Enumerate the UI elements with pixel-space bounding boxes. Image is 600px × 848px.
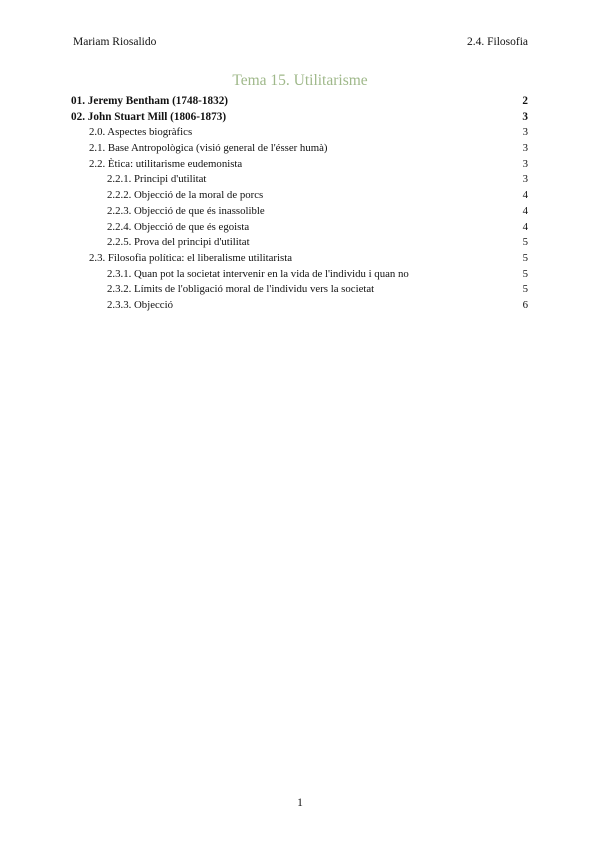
toc-entry-page-number: 4 (522, 220, 528, 233)
toc-entry[interactable] (71, 267, 528, 283)
toc-entry-label: 2.2. Ètica: utilitarisme eudemonista (89, 157, 243, 170)
toc-entry-label: 2.2.5. Prova del principi d'utilitat (107, 236, 250, 249)
toc-entry[interactable] (71, 282, 528, 298)
toc-entry-label: 2.3.1. Quan pot la societat intervenir en la vida de l'individu i quan no (107, 267, 409, 280)
toc-entry[interactable] (71, 204, 528, 220)
header-section: 2.4. Filosofia (466, 36, 528, 48)
toc-entry-page-number: 3 (522, 157, 528, 170)
toc-entry[interactable] (71, 172, 528, 188)
toc-entry-label: 2.2.4. Objecció de que és egoista (107, 220, 250, 233)
toc-entry-label: 2.0. Aspectes biogràfics (89, 126, 193, 139)
toc-entry-page-number: 5 (522, 283, 528, 296)
toc-entry-page-number: 5 (522, 236, 528, 249)
toc-entry-label: 2.2.3. Objecció de que és inassolible (107, 204, 265, 217)
toc-entry-page-number: 4 (522, 189, 528, 202)
toc-entry-page-number: 3 (522, 110, 528, 123)
toc-entry[interactable] (71, 220, 528, 236)
toc-entry-label: 2.2.2. Objecció de la moral de porcs (107, 189, 264, 202)
toc-entry[interactable] (71, 141, 528, 157)
toc-entry[interactable] (71, 157, 528, 173)
page-header (73, 36, 528, 50)
toc-entry[interactable] (71, 251, 528, 267)
toc-entry-label: 2.3.2. Límits de l'obligació moral de l'individu vers la societat (107, 283, 375, 296)
toc-entry-page-number: 3 (522, 173, 528, 186)
toc-entry-page-number: 5 (522, 251, 528, 264)
toc-entry-page-number: 3 (522, 126, 528, 139)
table-of-contents (71, 94, 528, 314)
toc-entry-label: 2.1. Base Antropològica (visió general de l'ésser humà) (89, 142, 328, 155)
toc-entry-label: 02. John Stuart Mill (1806-1873) (71, 110, 227, 123)
document-title: Tema 15. Utilitarisme (232, 72, 368, 89)
toc-entry-page-number: 2 (522, 95, 528, 107)
toc-entry-page-number: 5 (522, 267, 528, 280)
toc-entry[interactable] (71, 235, 528, 251)
toc-entry[interactable] (71, 188, 528, 204)
toc-entry-page-number: 3 (522, 142, 528, 155)
toc-entry[interactable] (71, 125, 528, 141)
toc-entry[interactable] (71, 94, 528, 110)
toc-entry-label: 01. Jeremy Bentham (1748-1832) (71, 95, 229, 107)
header-author: Mariam Riosalido (73, 36, 157, 48)
toc-entry-page-number: 4 (522, 204, 528, 217)
toc-entry-label: 2.3. Filosofia política: el liberalisme utilitarista (89, 251, 293, 264)
toc-entry-label: 2.3.3. Objecció (107, 298, 173, 311)
toc-entry-page-number: 6 (522, 298, 528, 311)
toc-entry[interactable] (71, 298, 528, 314)
toc-entry[interactable] (71, 110, 528, 126)
toc-entry-label: 2.2.1. Principi d'utilitat (107, 173, 207, 186)
page-number: 1 (297, 797, 303, 809)
